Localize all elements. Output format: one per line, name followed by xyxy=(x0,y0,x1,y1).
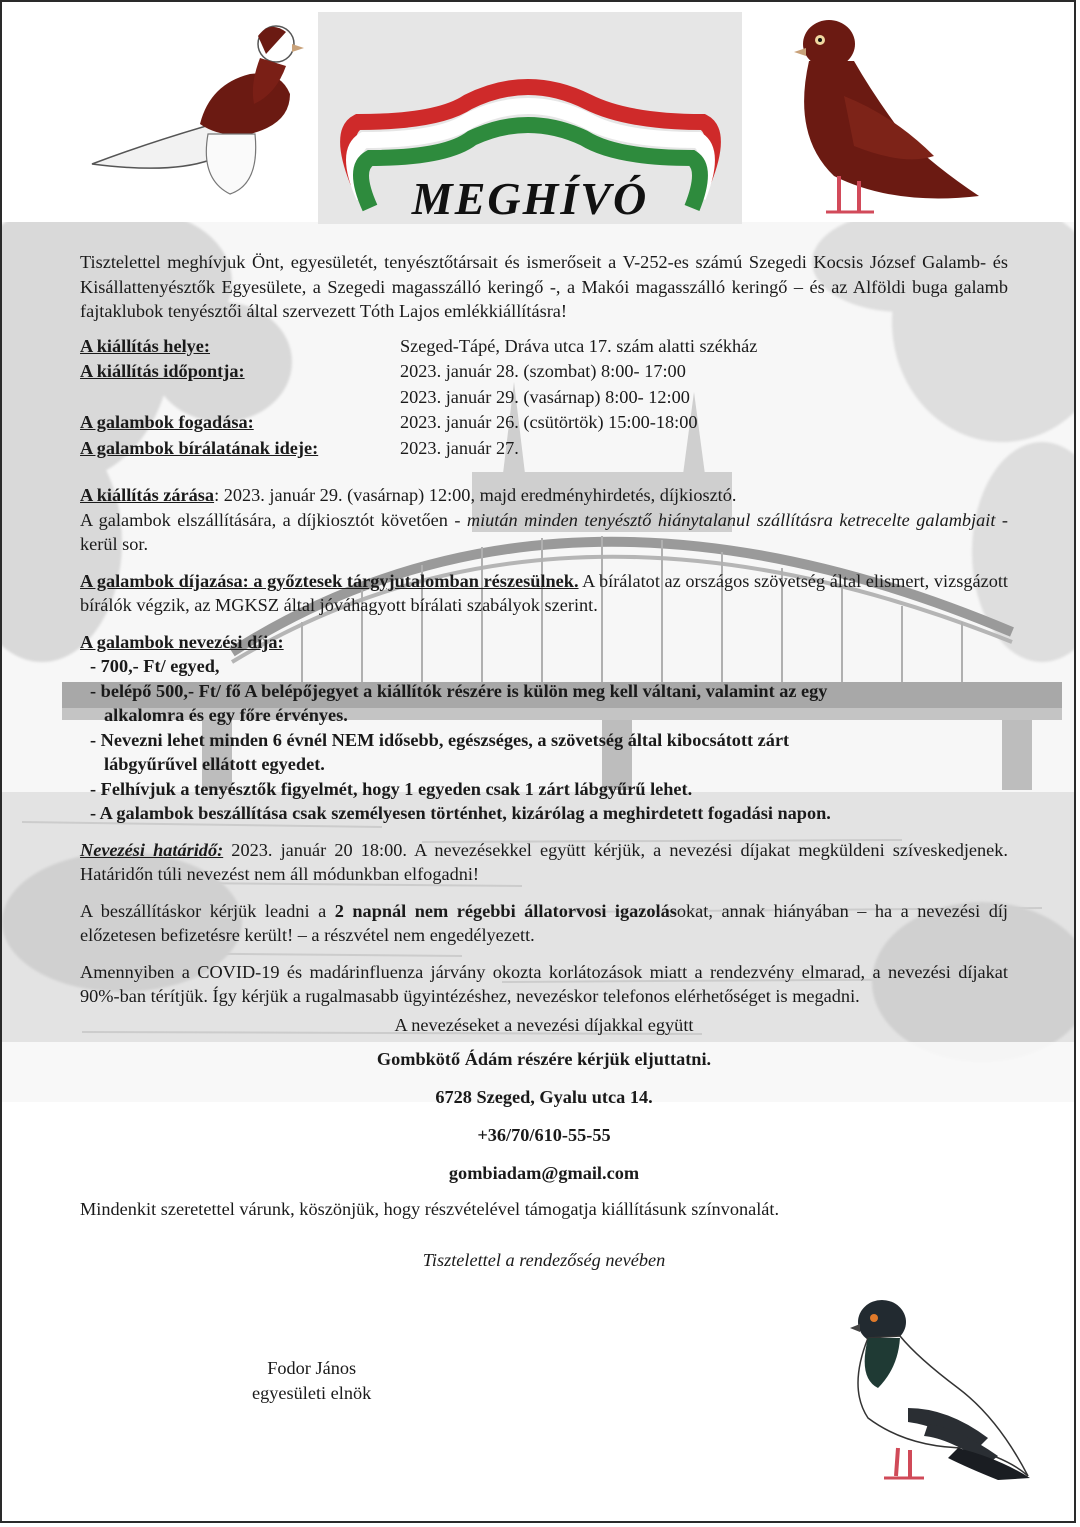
signature-block xyxy=(252,1356,371,1406)
info-row-date: A kiállítás időpontja: 2023. január 28. (szombat) 8:00- 17:00 xyxy=(80,361,686,381)
intro-paragraph: Tisztelettel meghívjuk Önt, egyesületét, tenyésztőtársait és ismerőseit a V-252-es számú Szegedi Kocsis József Galamb- és Kisállattenyésztők Egyesülete, a Szegedi magasszálló keringő -, a Makói magasszálló keringő – és az Alföldi buga galamb fajtaklubok tenyésztői által szervezett Tóth Lajos emlékkiállításra! xyxy=(80,252,1008,321)
fee-item: - Felhívjuk a tenyésztők figyelmét, hogy 1 egyeden csak 1 zárt lábgyűrű lehet. xyxy=(90,778,693,799)
fees-heading: A galambok nevezési díja: xyxy=(80,631,284,652)
fees-section xyxy=(80,630,1008,826)
closing-paragraph: A kiállítás zárása: 2023. január 29. (vasárnap) 12:00, majd eredményhirdetés, díjkiosztó. xyxy=(80,485,737,505)
fee-item: - belépő 500,- Ft/ fő A belépőjegyet a kiállítók részére is külön meg kell váltani, valamint az egy xyxy=(90,680,828,701)
vet-paragraph: A beszállításkor kérjük leadni a 2 napnál nem régebbi állatorvosi igazolásokat, annak hiányában – ha a nevezési díj előzetesen befizetésre került! – a részvétel nem engedélyezett. xyxy=(80,900,1008,945)
pigeon-bottom-right-icon xyxy=(848,1298,1032,1490)
prizes-paragraph: A galambok díjazása: a győztesek tárgyjutalomban részesülnek. A bírálatot az országos szövetség által elismert, vizsgázott bírálók végzik, az MGKSZ által jóváhagyott bírálati szabályok szerint. xyxy=(80,570,1008,615)
invitation-body xyxy=(80,250,1008,1272)
fee-item-continued: lábgyűrűvel ellátott egyedet. xyxy=(104,754,325,774)
fee-item-continued: alkalomra és egy főre érvényes. xyxy=(104,705,348,725)
fee-item: - A galambok beszállítása csak személyesen történhet, kizárólag a meghirdetett fogadási napon. xyxy=(90,803,831,823)
contact-address: 6728 Szeged, Gyalu utca 14. xyxy=(435,1087,653,1107)
info-row-date-2: 2023. január 29. (vasárnap) 8:00- 12:00 xyxy=(400,386,690,407)
fee-item: - 700,- Ft/ egyed, xyxy=(90,656,220,676)
signature-role: egyesületi elnök xyxy=(252,1383,372,1403)
info-row-venue: A kiállítás helye: Szeged-Tápé, Dráva utca 17. szám alatti székház xyxy=(80,335,758,356)
header-banner xyxy=(318,12,742,224)
send-line: A nevezéseket a nevezési díjakkal együtt xyxy=(394,1014,694,1035)
contact-block xyxy=(80,1047,1008,1185)
contact-name: Gombkötő Ádám részére kérjük eljuttatni. xyxy=(376,1049,712,1069)
signature-name: Fodor János xyxy=(267,1358,357,1378)
contact-phone: +36/70/610-55-55 xyxy=(477,1125,611,1145)
info-row-reception: A galambok fogadása: 2023. január 26. (csütörtök) 15:00-18:00 xyxy=(80,412,698,432)
thanks-paragraph: Mindenkit szeretettel várunk, köszönjük, hogy részvételével támogatja kiállításunk színvonalát. xyxy=(80,1199,780,1219)
invitation-title: MEGHÍVÓ xyxy=(411,173,649,224)
deadline-paragraph: Nevezési határidő: 2023. január 20 18:00. A nevezésekkel együtt kérjük, a nevezési díjakat megküldeni szíveskedjenek. Határidőn túli nevezést nem áll módunkban elfogadni! xyxy=(80,839,1008,884)
covid-paragraph: Amennyiben a COVID-19 és madárinfluenza járvány okozta korlátozások miatt a rendezvény elmarad, a nevezési díjakat 90%-ban térítjük. Így kérjük a rugalmasabb ügyintézéshez, nevezéskor telefonos elérhetőséget is megadni. xyxy=(80,961,1008,1006)
pigeon-top-right-icon xyxy=(784,16,984,220)
fee-item: - Nevezni lehet minden 6 évnél NEM idősebb, egészséges, a szövetség által kibocsátott zárt xyxy=(90,729,790,750)
event-info-table xyxy=(80,334,1008,462)
pigeon-top-left-icon xyxy=(90,14,312,200)
info-row-judging: A galambok bírálatának ideje: 2023. január 27. xyxy=(80,437,519,458)
contact-email: gombiadam@gmail.com xyxy=(448,1163,640,1183)
transport-paragraph: A galambok elszállítására, a díjkiosztót követően - miután minden tenyésztő hiánytalanul szállításra ketrecelte galambjait - kerül sor. xyxy=(80,509,1008,554)
regards-line: Tisztelettel a rendezőség nevében xyxy=(422,1249,666,1270)
